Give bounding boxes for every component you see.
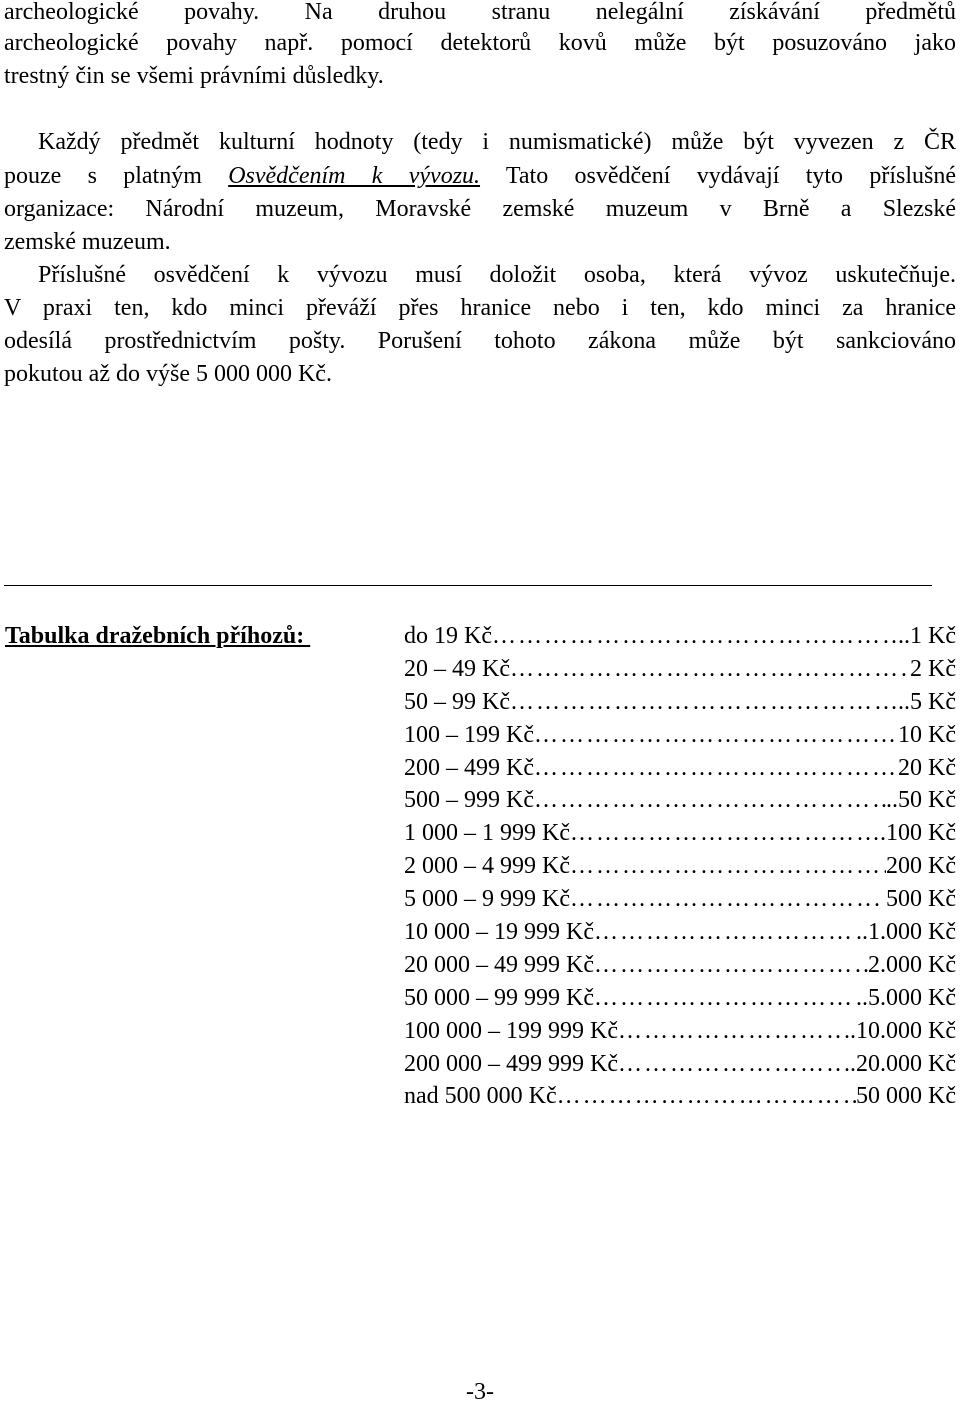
table-row: [404, 982, 956, 1015]
price-range: 100 000 – 199 999 Kč: [404, 1017, 618, 1044]
bid-increment: ..5.000 Kč: [856, 984, 956, 1011]
paragraph-line: organizace: Národní muzeum, Moravské zemské muzeum v Brně a Slezské: [4, 196, 956, 222]
paragraph-text: pouze s platným: [4, 163, 229, 189]
page-number: -3-: [466, 1379, 494, 1405]
price-range: 2 000 – 4 999 Kč: [404, 853, 570, 880]
price-range: 50 000 – 99 999 Kč: [404, 984, 594, 1011]
table-row: [404, 653, 956, 686]
section-divider: [4, 585, 932, 586]
table-row: [404, 1015, 956, 1048]
table-row: [404, 916, 956, 949]
table-title: Tabulka dražebních příhozů:: [5, 623, 311, 649]
paragraph-line: Příslušné osvědčení k vývozu musí doložit osoba, která vývoz uskutečňuje.: [38, 262, 956, 288]
bid-increment: .100 Kč: [880, 820, 956, 847]
price-range: nad 500 000 Kč: [404, 1083, 557, 1110]
price-range: 50 – 99 Kč: [404, 688, 510, 715]
bid-increment: 50 000 Kč: [856, 1083, 956, 1110]
bid-increment: 2 Kč: [910, 655, 956, 682]
bid-increment: . 500 Kč: [874, 886, 956, 913]
leader-dots: [492, 620, 898, 653]
table-row: [404, 620, 956, 653]
leader-dots: [570, 850, 886, 883]
price-range: 20 000 – 49 999 Kč: [404, 951, 594, 978]
table-row: [404, 686, 956, 719]
leader-dots: [594, 982, 856, 1015]
paragraph-line: Každý předmět kulturní hodnoty (tedy i numismatické) může být vyvezen z ČR: [38, 129, 956, 155]
table-row: [404, 850, 956, 883]
leader-dots: [534, 719, 898, 752]
bid-increment: 20 Kč: [898, 754, 956, 781]
leader-dots: [594, 916, 856, 949]
table-row: [404, 949, 956, 982]
price-range: 200 – 499 Kč: [404, 754, 534, 781]
paragraph-line: pokutou až do výše 5 000 000 Kč.: [4, 361, 332, 387]
table-row: [404, 1048, 956, 1081]
bid-increment: ..1.000 Kč: [856, 919, 956, 946]
bid-increment: ..20.000 Kč: [844, 1050, 956, 1077]
bid-increment: ..1 Kč: [898, 623, 956, 649]
price-range: 1 000 – 1 999 Kč: [404, 820, 570, 847]
leader-dots: [570, 817, 880, 850]
paragraph-line: V praxi ten, kdo minci převáží přes hranice nebo i ten, kdo minci za hranice: [4, 295, 956, 321]
leader-dots: [534, 752, 898, 785]
table-row: [404, 784, 956, 817]
leader-dots: [534, 784, 886, 817]
table-row: [404, 1080, 956, 1113]
price-range: 5 000 – 9 999 Kč: [404, 886, 570, 913]
leader-dots: [510, 686, 898, 719]
price-range: 500 – 999 Kč: [404, 787, 534, 814]
paragraph-line: zemské muzeum.: [4, 229, 171, 255]
price-range: 10 000 – 19 999 Kč: [404, 919, 594, 946]
export-certificate-link[interactable]: Osvědčením k vývozu.: [228, 163, 481, 189]
bid-increment-table: [404, 620, 956, 1113]
bid-increment: 200 Kč: [886, 853, 956, 880]
bid-increment: ..5 Kč: [898, 688, 956, 715]
price-range: 20 – 49 Kč: [404, 655, 510, 682]
price-range: 100 – 199 Kč: [404, 721, 534, 748]
table-row: [404, 883, 956, 916]
leader-dots: [557, 1080, 856, 1113]
paragraph-line: archeologické povahy. Na druhou stranu nelegální získávání předmětů: [4, 0, 956, 25]
table-row: [404, 817, 956, 850]
leader-dots: [510, 653, 910, 686]
leader-dots: [570, 883, 874, 916]
table-row: [404, 752, 956, 785]
paragraph-line: trestný čin se všemi právními důsledky.: [4, 63, 384, 89]
paragraph-text: Tato osvědčení vydávají tyto příslušné: [480, 163, 956, 189]
paragraph-line-with-link: [4, 160, 956, 192]
price-range: 200 000 – 499 999 Kč: [404, 1050, 618, 1077]
bid-increment: 2.000 Kč: [868, 951, 956, 978]
paragraph-line: archeologické povahy např. pomocí detektorů kovů může být posuzováno jako: [4, 30, 956, 56]
bid-increment: ..50 Kč: [886, 787, 956, 814]
bid-increment: ..10.000 Kč: [844, 1017, 956, 1044]
table-row: [404, 719, 956, 752]
paragraph-line: odesílá prostřednictvím pošty. Porušení tohoto zákona může být sankciováno: [4, 328, 956, 354]
leader-dots: [594, 949, 868, 982]
leader-dots: [618, 1048, 844, 1081]
price-range: do 19 Kč: [404, 623, 492, 649]
bid-increment: 10 Kč: [898, 721, 956, 748]
leader-dots: [618, 1015, 844, 1048]
